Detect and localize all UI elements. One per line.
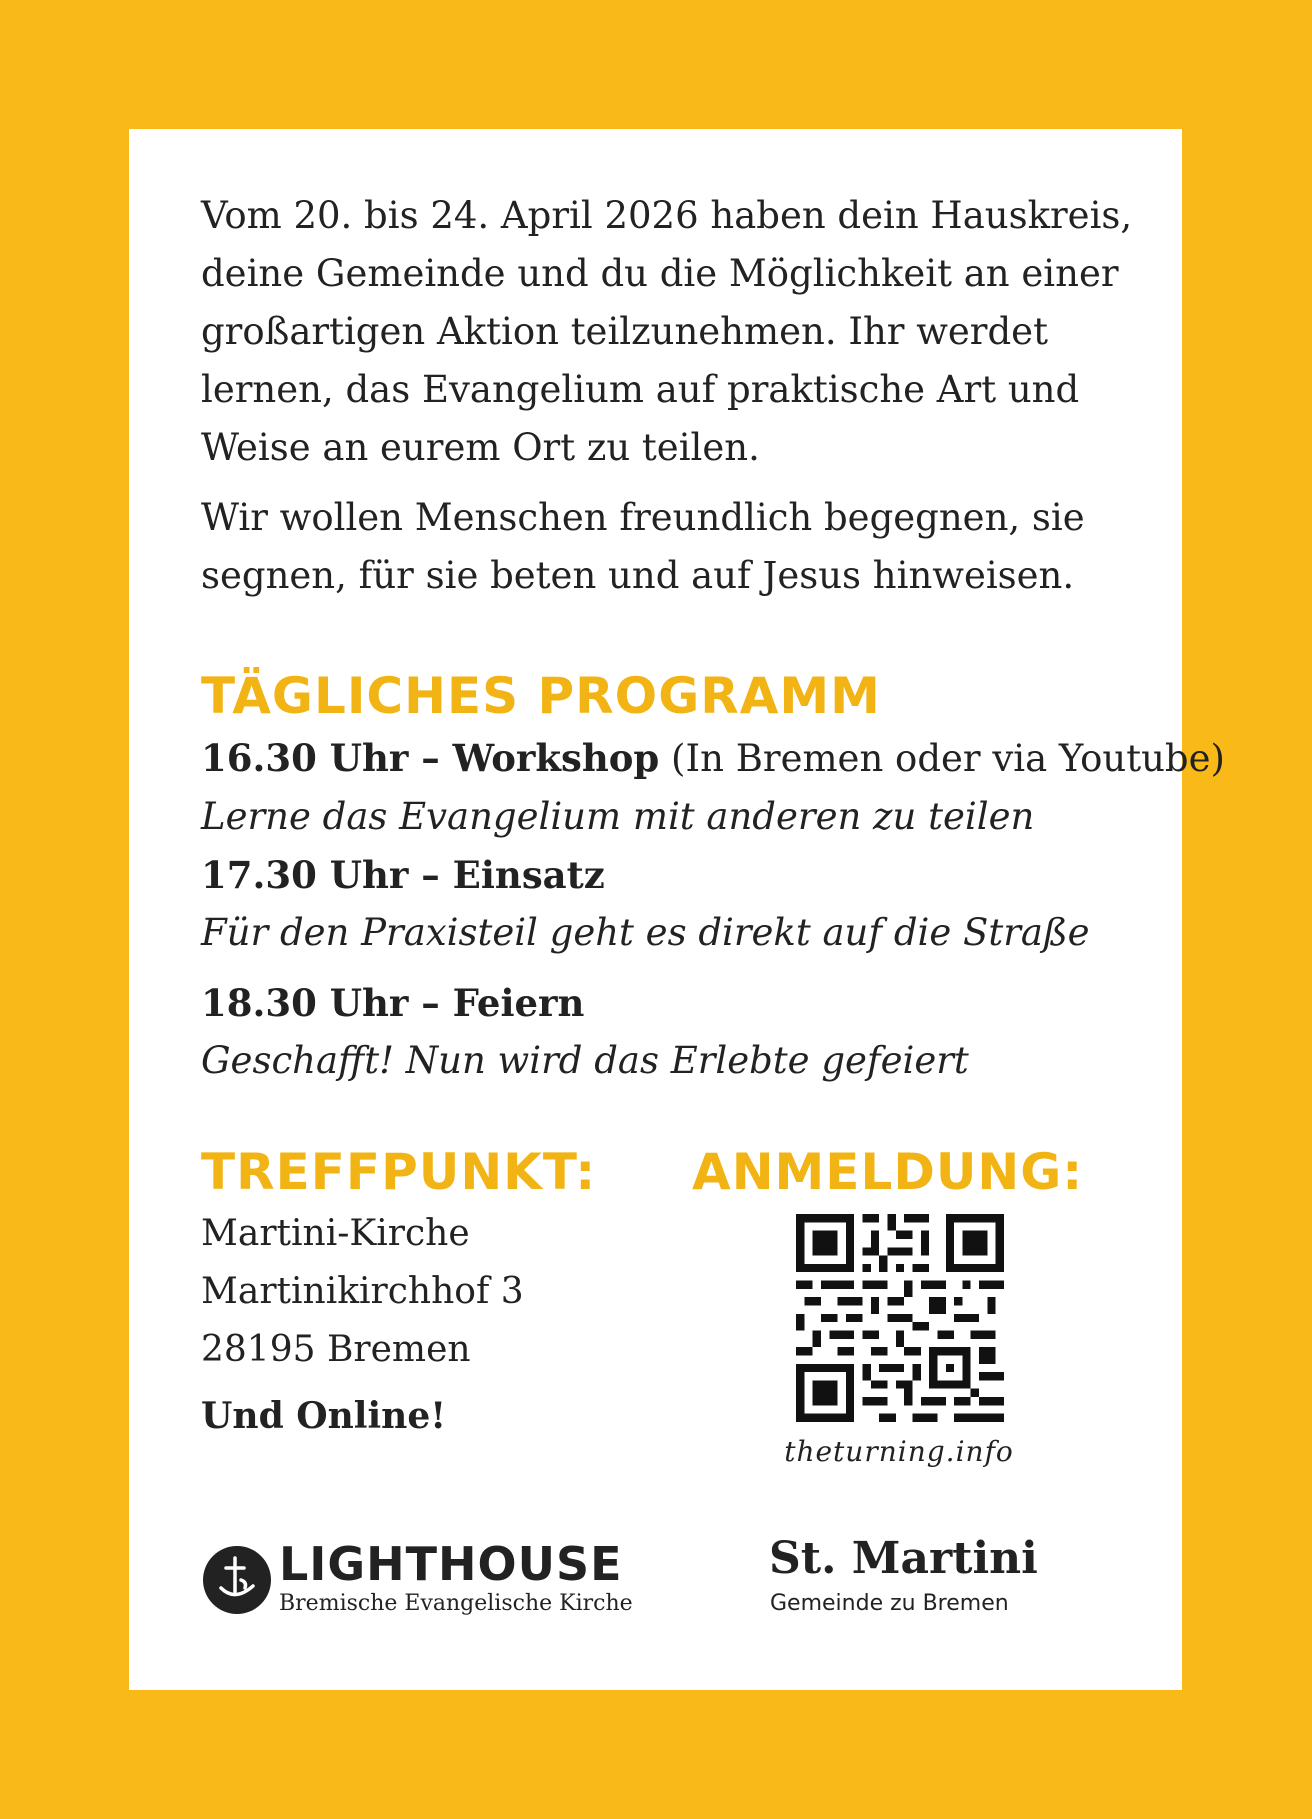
program-item-note: (In Bremen oder via Youtube): [659, 737, 1225, 780]
program-item-time: [201, 846, 1161, 904]
program-item-time: [201, 974, 1161, 1032]
flyer-card: [129, 129, 1225, 1690]
registration-heading: ANMELDUNG:: [692, 1143, 1084, 1201]
stmartini-subtitle: Gemeinde zu Bremen: [770, 1591, 1009, 1616]
program-time-label: 16.30 Uhr – Workshop: [201, 736, 660, 780]
program-item-description: Lerne das Evangelium mit anderen zu teilen: [201, 795, 1035, 838]
meeting-city: 28195 Bremen: [201, 1329, 471, 1370]
program-item: [201, 846, 1161, 962]
registration-url[interactable]: theturning.info: [784, 1435, 1014, 1468]
program-list: [201, 729, 1225, 1090]
program-item: [201, 729, 1225, 846]
program-item-description: Für den Praxisteil geht es direkt auf die Straße: [201, 911, 1090, 954]
program-time-label: 17.30 Uhr – Einsatz: [201, 853, 605, 897]
meeting-address: [201, 1205, 524, 1445]
program-time-label: 18.30 Uhr – Feiern: [201, 981, 585, 1025]
program-item: [201, 974, 1161, 1090]
meeting-street: Martinikirchhof 3: [201, 1271, 524, 1312]
intro-text: [201, 187, 1141, 605]
meeting-place-name: Martini-Kirche: [201, 1213, 470, 1254]
lighthouse-logo-icon: [201, 1544, 273, 1616]
qr-modules: [796, 1214, 1004, 1422]
lighthouse-subtitle: Bremische Evangelische Kirche: [279, 1591, 633, 1616]
intro-paragraph-2: Wir wollen Menschen freundlich begegnen, sie segnen, für sie beten und auf Jesus hinweisen.: [201, 496, 1085, 597]
program-item-description: Geschafft! Nun wird das Erlebte gefeiert: [201, 1039, 969, 1082]
registration-qr-code[interactable]: [796, 1214, 1004, 1422]
intro-paragraph-1: Vom 20. bis 24. April 2026 haben dein Hauskreis, deine Gemeinde und du die Möglichkeit an einer großartigen Aktion teilzunehmen. Ihr werdet lernen, das Evangelium auf praktische Art und Weise an eurem Ort zu teilen.: [201, 194, 1133, 469]
program-heading: TÄGLICHES PROGRAMM: [201, 667, 881, 725]
lighthouse-name: LIGHTHOUSE: [279, 1537, 623, 1591]
meeting-heading: TREFFPUNKT:: [201, 1143, 597, 1201]
program-item-time: [201, 729, 1225, 788]
stmartini-name: St. Martini: [769, 1533, 1038, 1584]
meeting-online: Und Online!: [201, 1395, 447, 1437]
